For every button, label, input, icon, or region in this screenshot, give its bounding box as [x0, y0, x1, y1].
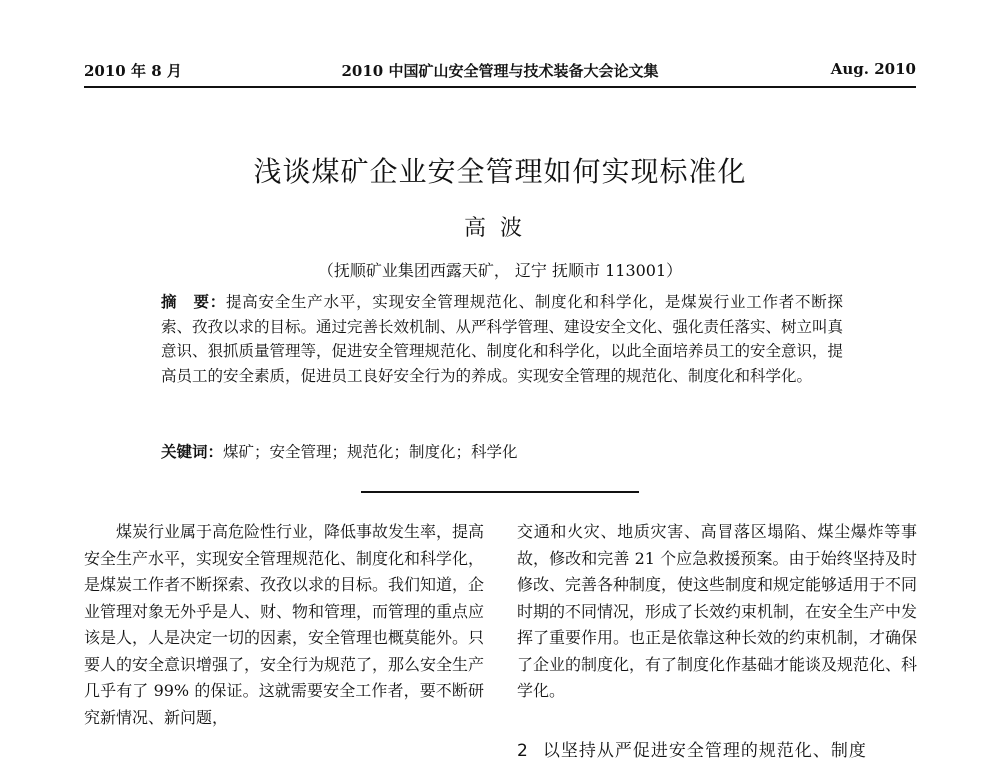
paper-title: 浅谈煤矿企业安全管理如何实现标准化	[253, 155, 747, 188]
abstract	[161, 290, 843, 388]
body-column-right	[517, 519, 917, 705]
header-date-english: Aug. 2010	[830, 60, 916, 78]
section-heading	[517, 736, 917, 761]
running-header	[84, 56, 916, 88]
section-number: 2	[517, 741, 529, 761]
abstract-label: 摘 要：	[161, 292, 227, 311]
author-name: 高波	[463, 216, 536, 241]
body-column-left	[84, 519, 484, 731]
abstract-text: 提高安全生产水平，实现安全管理规范化、制度化和科学化，是煤炭行业工作者不断探索、孜孜以求的目标。通过完善长效机制、从严科学管理、建设安全文化、强化责任落实、树立叫真意识、狠抓质量管理等，促进安全管理规范化、制度化和科学化，以此全面培养员工的安全意识，提高员工的安全素质，促进员工良好安全行为的养成。实现安全管理的规范化、制度化和科学化。	[161, 293, 844, 385]
keywords	[161, 440, 843, 464]
header-date: 2010 年 8 月	[84, 62, 182, 80]
body-paragraph: 交通和火灾、地质灾害、高冒落区塌陷、煤尘爆炸等事故，修改和完善 21 个应急救援预案。由于始终坚持及时修改、完善各种制度，使这些制度和规定能够适用于不同时期的不同情况，形成了长效约束机制，在安全生产中发挥了重要作用。也正是依靠这种长效的约束机制，才确保了企业的制度化，有了制度化作基础才能谈及规范化、科学化。	[517, 522, 918, 700]
keywords-text: 煤矿；安全管理；规范化；制度化；科学化	[223, 443, 518, 461]
section-title: 以坚持从严促进安全管理的规范化、制度	[542, 741, 867, 761]
keywords-label: 关键词：	[161, 442, 224, 461]
section-divider	[361, 491, 639, 493]
author-affiliation: （抚顺矿业集团西露天矿， 辽宁 抚顺市 113001）	[317, 261, 683, 280]
body-paragraph: 煤炭行业属于高危险性行业，降低事故发生率，提高安全生产水平，实现安全管理规范化、制度化和科学化，是煤炭工作者不断探索、孜孜以求的目标。我们知道，企业管理对象无外乎是人、财、物和管理，而管理的重点应该是人，人是决定一切的因素，安全管理也概莫能外。只要人的安全意识增强了，安全行为规范了，那么安全生产几乎有了 99% 的保证。这就需要安全工作者，要不断研究新情况、新问题，	[84, 522, 485, 727]
header-proceedings-title: 2010 中国矿山安全管理与技术装备大会论文集	[341, 62, 659, 80]
